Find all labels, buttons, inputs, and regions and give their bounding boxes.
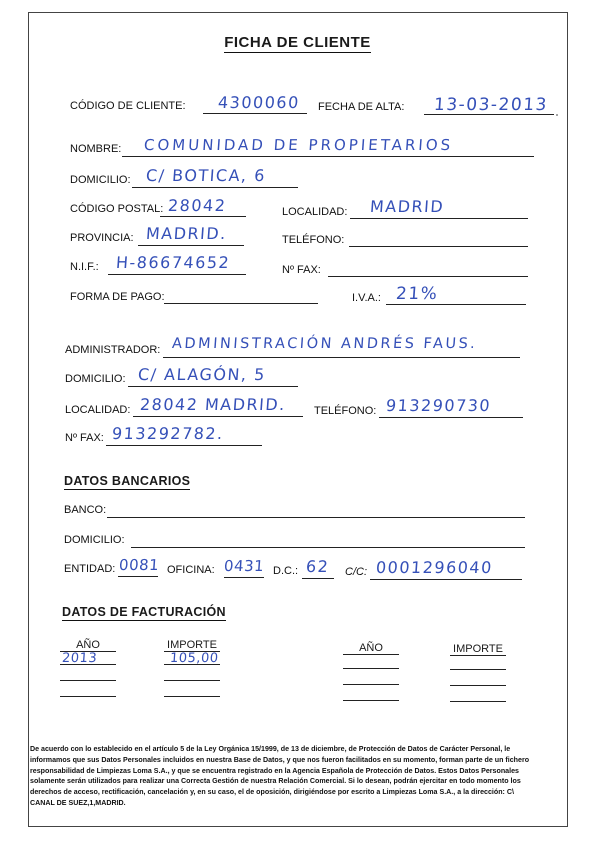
billing-line [164, 664, 220, 665]
billing-line [343, 668, 399, 669]
admin-domicilio-value[interactable]: C/ ALAGÓN, 5 [137, 365, 267, 384]
cc-line [370, 579, 522, 580]
admin-telefono-value[interactable]: 913290730 [385, 396, 492, 415]
domicilio-line [132, 187, 298, 188]
admin-fax-line [106, 445, 262, 446]
telefono-line [349, 246, 528, 247]
nif-label: N.I.F.: [70, 261, 99, 273]
codigo-postal-label: CÓDIGO POSTAL: [70, 203, 164, 215]
billing-section-title: DATOS DE FACTURACIÓN [62, 605, 226, 619]
iva-line [386, 304, 526, 305]
entidad-line [118, 576, 158, 577]
localidad-label: LOCALIDAD: [282, 206, 348, 218]
bank-section-title: DATOS BANCARIOS [64, 474, 191, 488]
bank-domicilio-label: DOMICILIO: [64, 534, 125, 546]
fecha-alta-label: FECHA DE ALTA: [318, 101, 405, 113]
codigo-postal-value[interactable]: 28042 [167, 196, 228, 215]
nif-line [108, 274, 246, 275]
banco-label: BANCO: [64, 504, 107, 516]
localidad-line [350, 218, 528, 219]
nombre-value[interactable]: COMUNIDAD DE PROPIETARIOS [143, 136, 454, 154]
fax-line [328, 276, 528, 277]
provincia-label: PROVINCIA: [70, 232, 134, 244]
cc-value[interactable]: 0001296040 [375, 558, 494, 577]
form-border [28, 12, 568, 827]
billing-col-year-2: AÑO [359, 642, 383, 654]
codigo-cliente-line [203, 113, 307, 114]
dc-value[interactable]: 62 [305, 557, 331, 576]
admin-domicilio-label: DOMICILIO: [65, 373, 126, 385]
fecha-alta-value[interactable]: 13-03-2013 [433, 95, 549, 115]
billing-line [60, 696, 116, 697]
admin-localidad-label: LOCALIDAD: [65, 404, 131, 416]
codigo-postal-line [160, 216, 246, 217]
admin-localidad-value[interactable]: 28042 MADRID. [139, 395, 287, 414]
dc-label: D.C.: [273, 565, 299, 577]
entidad-value[interactable]: 0081 [118, 556, 160, 574]
billing-amount-1[interactable]: 105,00 [169, 651, 220, 666]
telefono-label: TELÉFONO: [282, 234, 345, 246]
banco-line [107, 517, 525, 518]
billing-year-1[interactable]: 2013 [61, 651, 98, 666]
administrador-line [163, 357, 520, 358]
codigo-cliente-value[interactable]: 4300060 [217, 93, 301, 112]
billing-line [450, 701, 506, 702]
admin-fax-label: Nº FAX: [65, 432, 104, 444]
billing-col-year: AÑO [76, 639, 100, 651]
fax-label: Nº FAX: [282, 264, 321, 276]
cc-label: C/C: [345, 566, 367, 578]
billing-col-amount: IMPORTE [167, 639, 217, 651]
nif-value[interactable]: H-86674652 [115, 253, 231, 272]
domicilio-value[interactable]: C/ BOTICA, 6 [145, 166, 267, 185]
administrador-label: ADMINISTRADOR: [65, 344, 161, 356]
dc-line [302, 578, 334, 579]
billing-col-amount-2-line [450, 655, 506, 656]
admin-fax-value[interactable]: 913292782. [111, 424, 225, 443]
billing-line [60, 680, 116, 681]
forma-pago-line [164, 303, 318, 304]
admin-localidad-line [133, 416, 303, 417]
administrador-value[interactable]: ADMINISTRACIÓN ANDRÉS FAUS. [171, 336, 478, 352]
billing-line [343, 684, 399, 685]
form-title: FICHA DE CLIENTE [224, 34, 371, 51]
billing-line [164, 680, 220, 681]
iva-label: I.V.A.: [352, 292, 381, 304]
billing-line [450, 669, 506, 670]
admin-telefono-line [379, 417, 523, 418]
oficina-label: OFICINA: [167, 564, 215, 576]
billing-line [343, 700, 399, 701]
forma-pago-label: FORMA DE PAGO: [70, 291, 165, 303]
domicilio-label: DOMICILIO: [70, 174, 131, 186]
iva-value[interactable]: 21% [395, 284, 439, 304]
localidad-value[interactable]: MADRID [369, 197, 445, 216]
oficina-line [224, 577, 264, 578]
billing-line [450, 685, 506, 686]
provincia-value[interactable]: MADRID. [145, 224, 228, 243]
scan-mark [556, 114, 558, 116]
provincia-line [138, 245, 244, 246]
admin-domicilio-line [128, 386, 298, 387]
nombre-label: NOMBRE: [70, 143, 122, 155]
billing-col-amount-2: IMPORTE [453, 643, 503, 655]
billing-line [164, 696, 220, 697]
admin-telefono-label: TELÉFONO: [314, 405, 377, 417]
bank-domicilio-line [131, 547, 525, 548]
oficina-value[interactable]: 0431 [223, 557, 265, 575]
legal-notice: De acuerdo con lo establecido en el artículo 5 de la Ley Orgánica 15/1999, de 13 de diciembre, de Protección de Datos de Carácter Personal, le informamos que sus Datos Personales incluidos en nuestra Base de Datos, y que nos fueron facilitados en su momento, forman parte de un fichero responsabilidad de Limpiezas Loma S.A., y que se encuentra registrado en la Agencia Española de Protección de Datos. Estos Datos Personales solamente serán utilizados para realizar una Correcta Gestión de nuestra Relación Comercial. Si lo desean, podrán ejercitar en todo momento los derechos de acceso, rectificación, cancelación y, en su caso, el de oposición, dirigiéndose por escrito a Limpiezas Loma S.A., a la dirección: C\ CANAL DE SUEZ,1,MADRID. [30, 745, 530, 807]
billing-col-year-2-line [343, 654, 399, 655]
nombre-line [122, 156, 534, 157]
codigo-cliente-label: CÓDIGO DE CLIENTE: [70, 100, 186, 112]
billing-line [60, 664, 116, 665]
entidad-label: ENTIDAD: [64, 563, 116, 575]
